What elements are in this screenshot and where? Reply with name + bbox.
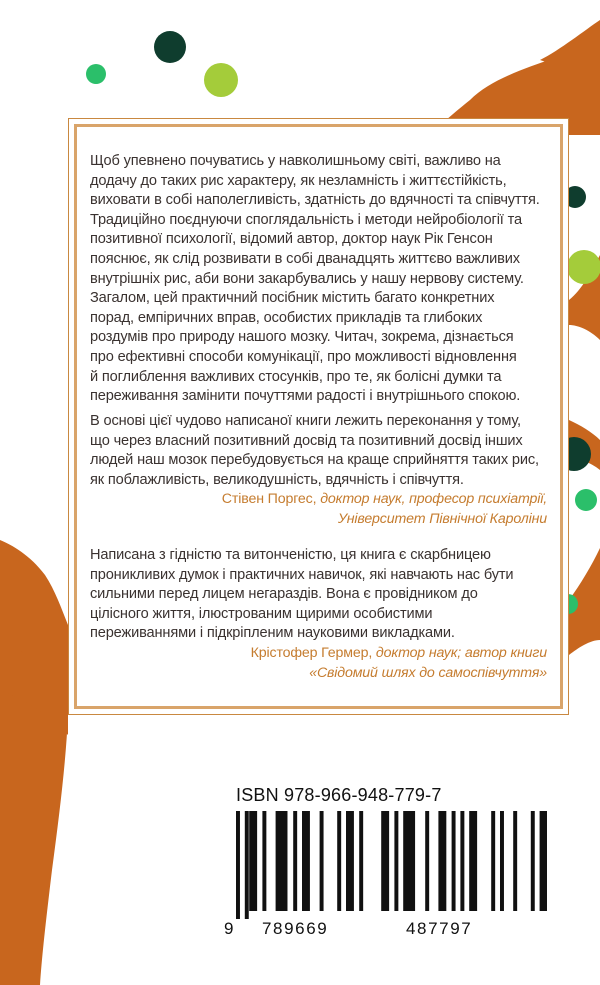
barcode-bar (425, 811, 429, 911)
barcode-bar (394, 811, 398, 911)
description-paragraph: Щоб упевнено почуватись у навколишньому світі, важливо на додачу до таких рис характеру, як незламність і життєстійкість, виховати в собі наполегливість, здатність до вдячності та співчуття. Традиційно поєднуючи споглядальність і методи нейробіології та позитивної психології, відомий автор, доктор наук Рік Генсон пояснює, як слід розвивати в собі дванадцять життєво важливих внутрішніх рис, аби вони закарбувались у нашу нервову систему. Загалом, цей практичний посібник містить багато конкретних порад, емпіричних вправ, особистих прикладів та глибоких роздумів про природу нашого мозку. Читач, зокрема, дізнається про ефективні способи комунікації, про можливості відновлення й поглиблення важливих стосунків, про те, як болісні думки та переживання замінити почуттями радості і внутрішнього спокою. (90, 153, 540, 405)
barcode-digits-right: 487797 (406, 919, 473, 938)
isbn-label: ISBN 978-966-948-779-7 (236, 785, 442, 805)
barcode-bar (513, 811, 517, 911)
blurb-panel (68, 118, 569, 715)
dot-lime-right (567, 250, 600, 284)
barcode-bar (359, 811, 363, 911)
barcode-bar (500, 811, 504, 911)
dot-mint-top (86, 64, 106, 84)
barcode-bar (438, 811, 446, 911)
barcode-bar (276, 811, 288, 911)
barcode-bar (469, 811, 477, 911)
barcode-bar (540, 811, 547, 911)
review-attribution-1: Стівен Поргес, доктор наук, професор психіатрії, Університет Північної Кароліни (221, 491, 547, 527)
barcode-bar (236, 811, 240, 919)
review-quote-1: В основі цієї чудово написаної книги лежить переконання у тому, що через власний позитивний досвід та позитивний досвід інших людей наш мозок перебудовується на краще сприйняття таких рис, як поблажливість, великодушність, вдячність і співчуття. (90, 413, 539, 488)
barcode-bar (320, 811, 324, 911)
tree-trunk (0, 540, 68, 985)
barcode-bar (460, 811, 464, 911)
barcode-digits-left: 789669 (262, 919, 329, 938)
barcode-bar (403, 811, 415, 911)
barcode-bar (245, 811, 249, 919)
barcode-bar (262, 811, 266, 911)
isbn-barcode (222, 781, 547, 954)
barcode-bar (531, 811, 535, 911)
barcode-bar (337, 811, 341, 911)
barcode-bar (346, 811, 354, 911)
review-attribution-2: Крістофер Гермер, доктор наук; автор книги «Свідомий шлях до самоспівчуття» (250, 645, 547, 681)
barcode-bar (381, 811, 389, 911)
review-quote-2: Написана з гідністю та витонченістю, ця книга є скарбницею проникливих думок і практичних навичок, які навчають нас бути сильними перед лицем негараздів. Вона є провідником до цілісного життя, ілюстрованим щирими особистими переживаннями і підкріпленим науковими викладками. (90, 547, 514, 642)
dot-mint-right (575, 489, 597, 511)
barcode-bars (222, 811, 547, 919)
dot-lime-top (204, 63, 238, 97)
barcode-bar (293, 811, 297, 911)
dot-dark-green-top (154, 31, 186, 63)
barcode-bar (491, 811, 495, 911)
barcode-bar (452, 811, 456, 911)
barcode-bar (249, 811, 257, 911)
barcode-bar (302, 811, 310, 911)
barcode-digit-first: 9 (224, 919, 236, 938)
